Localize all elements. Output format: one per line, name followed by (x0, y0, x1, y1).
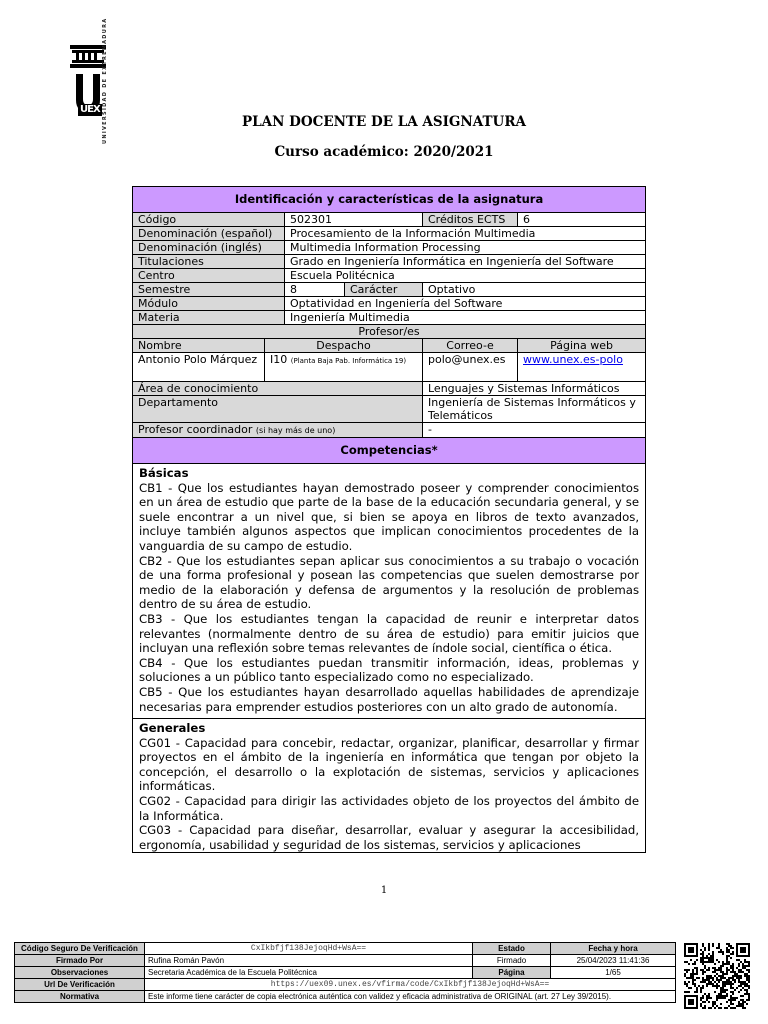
col-nombre: Nombre (133, 339, 265, 353)
coord-label (133, 423, 423, 438)
signature-footer (14, 942, 676, 1003)
academic-year: Curso académico: 2020/2021 (274, 144, 494, 160)
firmado-label: Firmado Por (15, 955, 145, 967)
col-web: Página web (518, 339, 646, 353)
col-correo: Correo-e (423, 339, 518, 353)
pagina-label: Página (473, 967, 551, 979)
obs-label: Observaciones (15, 967, 145, 979)
cg03: CG03 - Capacidad para diseñar, desarrollar, evaluar y asegurar la accesibilidad, ergonomía, usabilidad y seguridad de los sistemas, servicios y aplicaciones (139, 823, 640, 852)
cb1: CB1 - Que los estudiantes hayan demostrado poseer y comprender conocimientos en un área de estudio que parte de la base de la educación secundaria general, y se suele encontrar a un nivel que, si bien se apoya en libros de texto avanzados, incluye también algunos aspectos que implican conocimientos procedentes de la vanguardia de su campo de estudio. (139, 480, 640, 553)
prof-web-cell (518, 353, 646, 382)
csv-value: CxIkbfjf138JejoqHd+WsA== (145, 943, 473, 955)
col-despacho: Despacho (265, 339, 423, 353)
modulo-label: Módulo (133, 297, 285, 311)
semestre-value: 8 (285, 283, 345, 297)
fecha-value: 25/04/2023 11:41:36 (551, 955, 676, 967)
area-value: Lenguajes y Sistemas Informáticos (423, 382, 646, 396)
cb2: CB2 - Que los estudiantes sepan aplicar sus conocimientos a su trabajo o vocación de una forma profesional y posean las competencias que suelen demostrarse por medio de la elaboración y defensa de argumentos y la resolución de problemas dentro de su área de estudio. (139, 553, 640, 612)
firmado-value: Rufina Román Pavón (145, 955, 473, 967)
den-es-value: Procesamiento de la Información Multimedia (285, 227, 646, 241)
caracter-label: Carácter (345, 283, 423, 297)
titulaciones-label: Titulaciones (133, 255, 285, 269)
document-title: PLAN DOCENTE DE LA ASIGNATURA (241, 114, 527, 130)
creditos-label: Créditos ECTS (423, 213, 518, 227)
area-label: Área de conocimiento (133, 382, 423, 396)
centro-value: Escuela Politécnica (285, 269, 646, 283)
den-en-value: Multimedia Information Processing (285, 241, 646, 255)
normativa-value: Este informe tiene carácter de copia electrónica auténtica con validez y eficacia administrativa de ORIGINAL (art. 27 Ley 39/2015). (145, 991, 676, 1003)
cg01: CG01 - Capacidad para concebir, redactar, organizar, planificar, desarrollar y firmar proyectos en el ámbito de la ingeniería en informática que tengan por objeto la concepción, el desarrollo o la explotación de sistemas, servicios y aplicaciones informáticas. (139, 735, 640, 794)
prof-correo: polo@unex.es (423, 353, 518, 382)
profesores-header: Profesor/es (133, 325, 646, 339)
url-value[interactable]: https://uex09.unex.es/vfirma/code/CxIkbfjf138JejoqHd+WsA== (145, 979, 676, 991)
url-label: Url De Verificación (15, 979, 145, 991)
basicas-cell (133, 464, 646, 719)
generales-cell (133, 719, 646, 853)
estado-label: Estado (473, 943, 551, 955)
titulaciones-value: Grado en Ingeniería Informática en Ingeniería del Software (285, 255, 646, 269)
semestre-label: Semestre (133, 283, 285, 297)
codigo-label: Código (133, 213, 285, 227)
fecha-label: Fecha y hora (551, 943, 676, 955)
prof-web-link[interactable]: www.unex.es-polo (523, 353, 623, 366)
logo-vertical-text: UNIVERSIDAD DE EXTREMADURA (102, 17, 108, 144)
pagina-value: 1/65 (551, 967, 676, 979)
depto-label: Departamento (133, 396, 423, 423)
identification-header: Identificación y características de la asignatura (133, 187, 646, 213)
prof-despacho (265, 353, 423, 382)
coord-note: (si hay más de uno) (255, 426, 336, 435)
normativa-label: Normativa (15, 991, 145, 1003)
prof-despacho-code: I10 (270, 353, 288, 366)
depto-value: Ingeniería de Sistemas Informáticos y Telemáticos (423, 396, 646, 423)
course-table (132, 186, 646, 853)
cb5: CB5 - Que los estudiantes hayan desarrollado aquellas habilidades de aprendizaje necesarias para emprender estudios posteriores con un alto grado de autonomía. (139, 684, 640, 714)
codigo-value: 502301 (285, 213, 423, 227)
creditos-value: 6 (518, 213, 646, 227)
centro-label: Centro (133, 269, 285, 283)
basicas-title: Básicas (139, 466, 189, 480)
materia-label: Materia (133, 311, 285, 325)
prof-despacho-detail: (Planta Baja Pab. Informática 19) (290, 357, 407, 365)
qr-code-icon (684, 943, 750, 1009)
logo-text: UEX (80, 104, 100, 115)
csv-label: Código Seguro De Verificación (15, 943, 145, 955)
competencias-header: Competencias* (133, 438, 646, 464)
estado-value: Firmado (473, 955, 551, 967)
professor-row (133, 353, 646, 382)
cg02: CG02 - Capacidad para dirigir las actividades objeto de los proyectos del ámbito de la Informática. (139, 794, 640, 823)
cb3: CB3 - Que los estudiantes tengan la capacidad de reunir e interpretar datos relevantes (normalmente dentro de su área de estudio) para emitir juicios que incluyan una reflexión sobre temas relevantes de índole social, científica o ética. (139, 611, 640, 656)
caracter-value: Optativo (423, 283, 646, 297)
generales-title: Generales (139, 721, 206, 736)
cb4: CB4 - Que los estudiantes puedan transmitir información, ideas, problemas y soluciones a un público tanto especializado como no especializado. (139, 655, 640, 685)
modulo-value: Optatividad en Ingeniería del Software (285, 297, 646, 311)
den-en-label: Denominación (inglés) (133, 241, 285, 255)
coord-label-text: Profesor coordinador (138, 423, 253, 436)
obs-value: Secretaria Académica de la Escuela Politécnica (145, 967, 473, 979)
row-codigo (133, 213, 646, 227)
coord-value: - (423, 423, 646, 438)
prof-nombre: Antonio Polo Márquez (133, 353, 265, 382)
page-number: 1 (380, 885, 388, 896)
den-es-label: Denominación (español) (133, 227, 285, 241)
materia-value: Ingeniería Multimedia (285, 311, 646, 325)
